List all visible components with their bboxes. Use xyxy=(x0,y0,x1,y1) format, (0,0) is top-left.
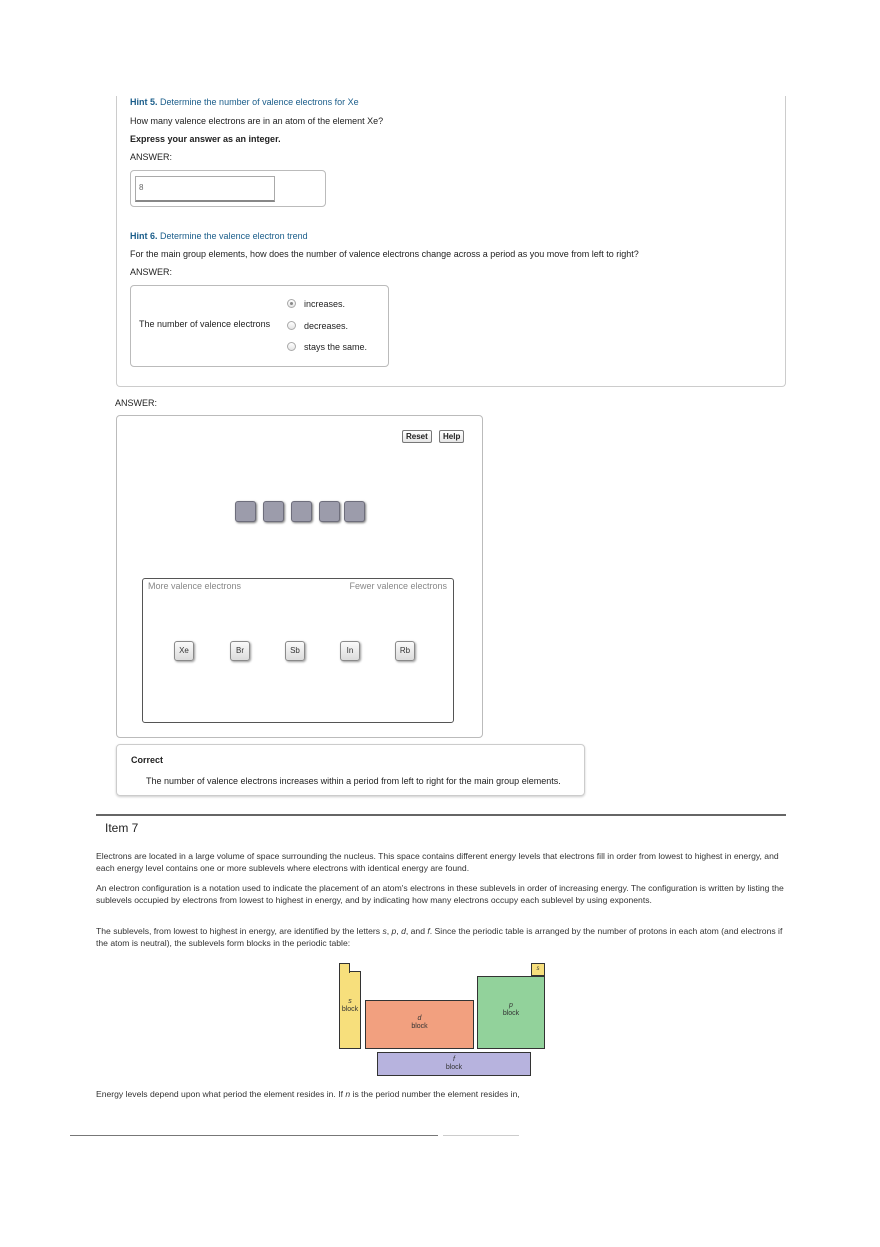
option-stays-same[interactable]: stays the same. xyxy=(304,342,368,352)
tile-br[interactable]: Br xyxy=(230,641,250,661)
tile-in[interactable]: In xyxy=(340,641,360,661)
feedback-title: Correct xyxy=(131,755,164,765)
help-button[interactable]: Help xyxy=(439,430,464,443)
option-increases[interactable]: increases. xyxy=(304,299,346,309)
paragraph-1: Electrons are located in a large volume of space surrounding the nucleus. This space contains different energy levels that electrons fill in order from lowest to highest in energy, and each energy level contains one or more sublevels where electrons with identical energy are found. xyxy=(96,851,779,873)
periodic-blocks-diagram xyxy=(336,961,546,1079)
feedback-box xyxy=(116,744,585,796)
drop-slot-3[interactable] xyxy=(291,501,312,522)
item-divider xyxy=(96,814,786,816)
paragraph-3: The sublevels, from lowest to highest in energy, are identified by the letters s, p, d, and f. Since the periodic table is arranged by the number of protons in each atom (and electrons if the atom is neutral), the sublevels form blocks in the periodic table: xyxy=(96,926,783,948)
drop-slot-2[interactable] xyxy=(263,501,284,522)
s-block-top xyxy=(339,963,350,973)
tile-sb[interactable]: Sb xyxy=(285,641,305,661)
reset-button[interactable]: Reset xyxy=(402,430,432,443)
hint5-instruction: Express your answer as an integer. xyxy=(130,134,281,144)
paragraph-2: An electron configuration is a notation used to indicate the placement of an atom's electrons in these sublevels in order of increasing energy. The configuration is written by listing the sublevels occupied by electrons from lowest to highest in energy, and by indicating how many electrons occupy each sublevel by using exponents. xyxy=(96,883,784,905)
hint5-answer-box xyxy=(130,170,326,207)
feedback-message: The number of valence electrons increases within a period from left to right for the main group elements. xyxy=(146,776,561,786)
p-block: p block xyxy=(477,976,545,1049)
s-block: s block xyxy=(339,971,361,1049)
tile-xe[interactable]: Xe xyxy=(174,641,194,661)
hint6-question: For the main group elements, how does the number of valence electrons change across a period as you move from left to right? xyxy=(130,249,639,259)
main-answer-label: ANSWER: xyxy=(115,398,158,408)
item-title: Item 7 xyxy=(105,821,139,835)
page-bottom-rule xyxy=(70,1135,438,1136)
hint5-answer-label: ANSWER: xyxy=(130,152,173,162)
page-bottom-rule-faint xyxy=(443,1135,519,1136)
hint5-title[interactable]: Hint 5. Determine the number of valence electrons for Xe xyxy=(130,97,359,107)
hint6-title[interactable]: Hint 6. Determine the valence electron trend xyxy=(130,231,308,241)
drop-slot-1[interactable] xyxy=(235,501,256,522)
option-decreases[interactable]: decreases. xyxy=(304,321,349,331)
d-block: d block xyxy=(365,1000,474,1049)
hint6-answer-box xyxy=(130,285,389,367)
radio-stays-same[interactable] xyxy=(287,342,296,351)
helium-s-block: s xyxy=(531,963,545,976)
f-block: f block xyxy=(377,1052,531,1076)
drop-slot-5[interactable] xyxy=(344,501,365,522)
paragraph-4: Energy levels depend upon what period the element resides in. If n is the period number the element resides in, xyxy=(96,1089,520,1099)
drop-slot-4[interactable] xyxy=(319,501,340,522)
fewer-label: Fewer valence electrons xyxy=(349,581,447,591)
more-label: More valence electrons xyxy=(148,581,242,591)
radio-increases[interactable] xyxy=(287,299,296,308)
ranking-area xyxy=(142,578,454,723)
hint5-answer-input[interactable]: 8 xyxy=(135,176,275,202)
hint5-question: How many valence electrons are in an atom of the element Xe? xyxy=(130,116,384,126)
hint6-stem: The number of valence electrons xyxy=(139,319,271,329)
hint6-answer-label: ANSWER: xyxy=(130,267,173,277)
tile-rb[interactable]: Rb xyxy=(395,641,415,661)
radio-decreases[interactable] xyxy=(287,321,296,330)
